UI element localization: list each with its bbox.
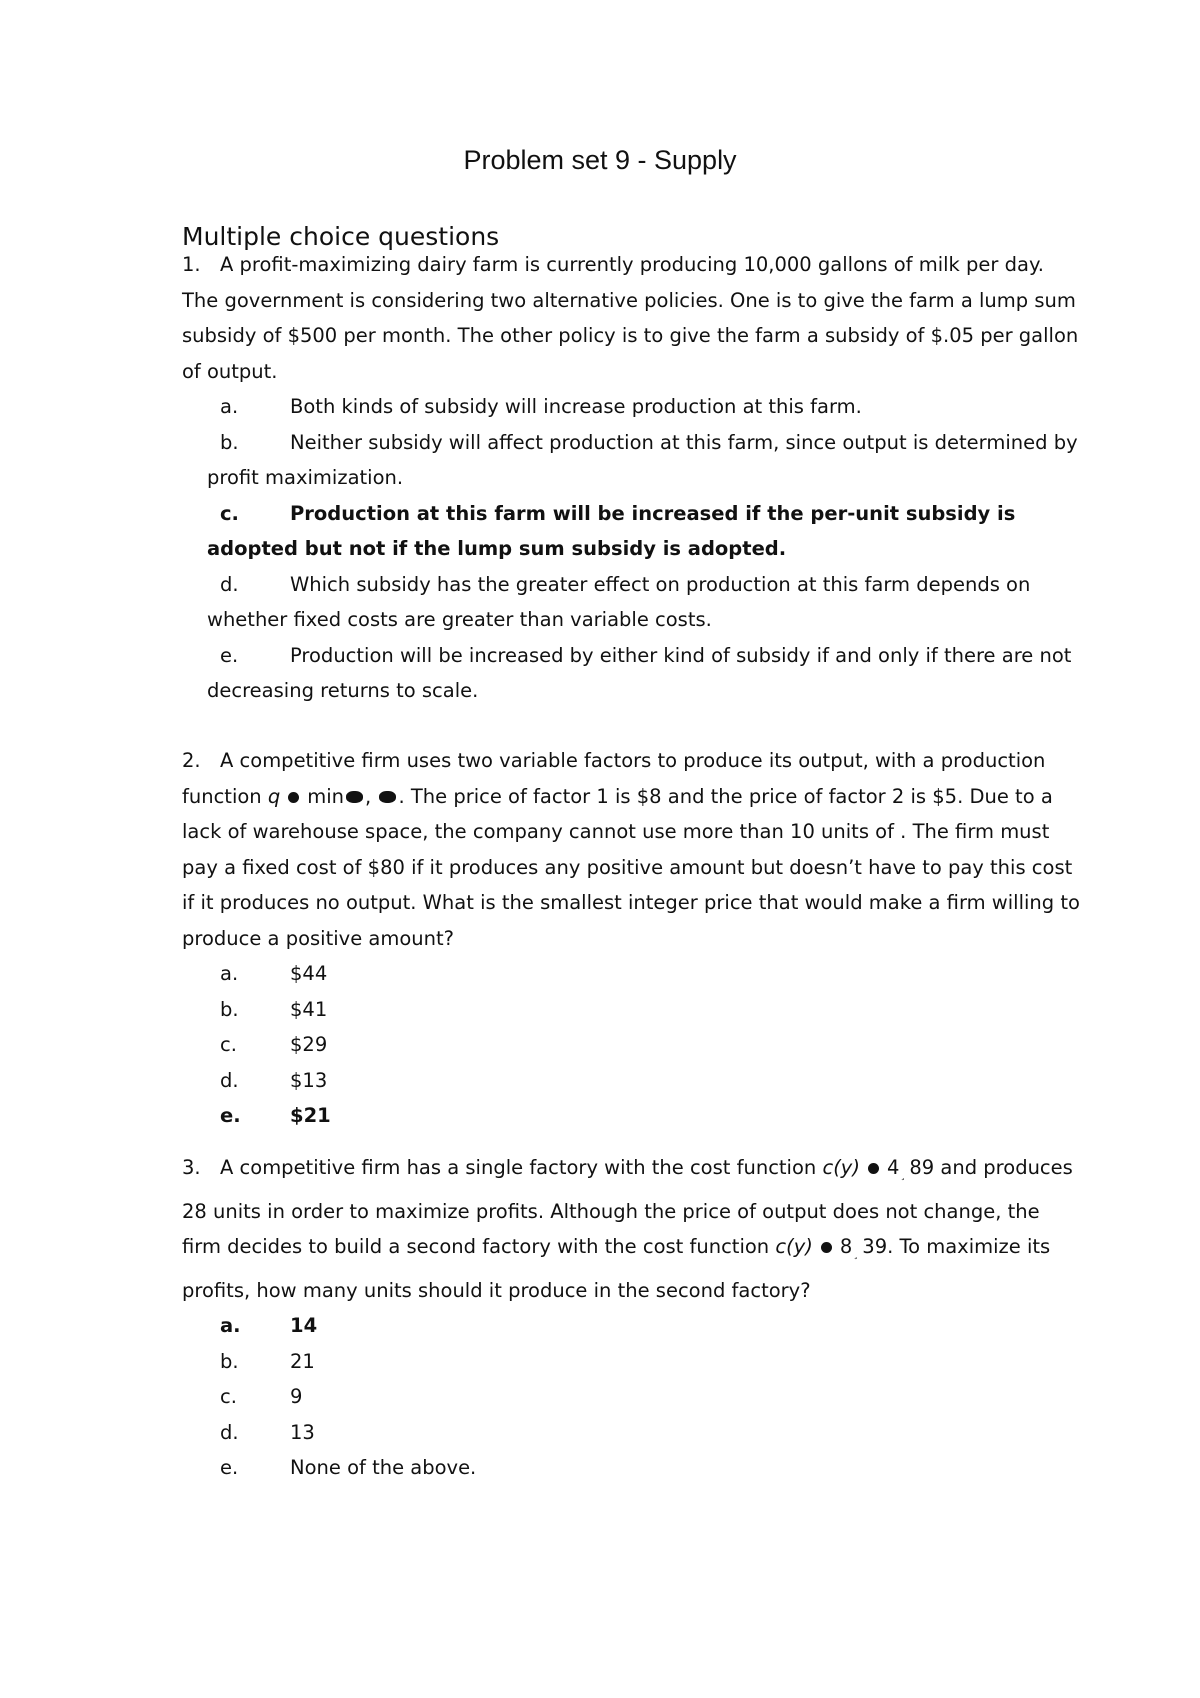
option-letter: d. bbox=[220, 1420, 239, 1444]
option-3e bbox=[182, 1450, 1082, 1486]
option-letter: a. bbox=[220, 395, 239, 418]
question-2 bbox=[182, 743, 1082, 1134]
equals-symbol-icon bbox=[288, 792, 299, 803]
cost-constant: 89 bbox=[909, 1156, 935, 1179]
option-letter: c. bbox=[220, 1385, 237, 1408]
question-3 bbox=[182, 1150, 1082, 1486]
option-letter: e. bbox=[220, 1104, 241, 1127]
option-letter: b. bbox=[220, 1349, 239, 1373]
option-text: Production will be increased by either kind of subsidy if and only if there are not decreasing returns to scale. bbox=[207, 643, 1072, 702]
option-text: $44 bbox=[290, 962, 328, 985]
option-2e-correct bbox=[182, 1098, 1082, 1134]
option-text: Production at this farm will be increased if the per-unit subsidy is adopted but not if the lump sum subsidy is adopted. bbox=[207, 501, 1016, 560]
question-text: A competitive firm has a single factory with the cost function bbox=[220, 1156, 817, 1179]
option-text: $41 bbox=[290, 997, 328, 1021]
question-text: A competitive firm uses two variable factors to produce its output, with a production function bbox=[182, 749, 1046, 808]
option-text: Neither subsidy will affect production at this farm, since output is determined by profit maximization. bbox=[207, 430, 1078, 489]
cost-constant: 39. bbox=[862, 1235, 894, 1258]
question-number: 2. bbox=[182, 749, 201, 772]
option-text: 13 bbox=[290, 1420, 315, 1444]
question-text-continued: and produces 28 units in order to maximize profits. Although the price of output does not change, the firm decides to build a second factory with the cost function bbox=[182, 1156, 1073, 1258]
option-1a bbox=[182, 389, 1082, 425]
question-text: A profit-maximizing dairy farm is currently producing 10,000 gallons of milk per day. The government is considering two alternative policies. One is to give the farm a lump sum subsidy of $500 per month. The other policy is to give the farm a subsidy of $.05 per gallon of output. bbox=[182, 253, 1079, 383]
option-2b bbox=[182, 992, 1082, 1028]
question-1-stem bbox=[182, 247, 1082, 389]
option-letter: b. bbox=[220, 997, 239, 1021]
option-text: $13 bbox=[290, 1068, 328, 1092]
question-2-stem bbox=[182, 743, 1082, 956]
question-number: 3. bbox=[182, 1156, 201, 1179]
option-3a-correct bbox=[182, 1308, 1082, 1344]
option-letter: e. bbox=[220, 1456, 239, 1479]
option-letter: a. bbox=[220, 962, 239, 985]
option-text: Which subsidy has the greater effect on production at this farm depends on whether fixed costs are greater than variable costs. bbox=[207, 572, 1031, 631]
option-2a bbox=[182, 956, 1082, 992]
option-1e bbox=[182, 638, 1082, 709]
option-letter: c. bbox=[220, 1033, 237, 1056]
cost-function-1: c(y) bbox=[822, 1156, 860, 1179]
option-text: 9 bbox=[290, 1385, 303, 1408]
option-letter: d. bbox=[220, 1068, 239, 1092]
equals-symbol-icon bbox=[868, 1163, 879, 1174]
option-text: $29 bbox=[290, 1033, 328, 1056]
option-2d bbox=[182, 1063, 1082, 1099]
section-heading: Multiple choice questions bbox=[182, 222, 500, 251]
min-function: min bbox=[307, 784, 345, 808]
cost-coefficient: 8 bbox=[839, 1235, 853, 1258]
question-number: 1. bbox=[182, 253, 201, 276]
option-1d bbox=[182, 567, 1082, 638]
cost-function-2: c(y) bbox=[775, 1235, 813, 1258]
option-text: $21 bbox=[290, 1104, 331, 1127]
question-1 bbox=[182, 247, 1082, 709]
variable-q: q bbox=[267, 784, 281, 808]
equals-symbol-icon bbox=[821, 1242, 832, 1253]
option-text: None of the above. bbox=[290, 1456, 477, 1479]
option-text: Both kinds of subsidy will increase production at this farm. bbox=[290, 395, 862, 418]
question-text-continued: . The price of factor 1 is $8 and the price of factor 2 is $5. Due to a lack of warehouse space, the company cannot use more than 10 units of . The firm must pay a fixed cost of $80 if it produces any positive amount but doesn’t have to pay this cost if it produces no output. What is the smallest integer price that would make a firm willing to produce a positive amount? bbox=[182, 784, 1080, 950]
option-1c-correct bbox=[182, 496, 1082, 567]
option-text: 14 bbox=[290, 1314, 318, 1337]
page-title: Problem set 9 - Supply bbox=[463, 145, 737, 175]
option-letter: c. bbox=[220, 501, 239, 525]
option-text: 21 bbox=[290, 1349, 315, 1373]
option-3b bbox=[182, 1344, 1082, 1380]
cost-coefficient: 4 bbox=[886, 1156, 900, 1179]
option-letter: e. bbox=[220, 643, 239, 667]
option-3c bbox=[182, 1379, 1082, 1415]
garbled-symbol-icon bbox=[346, 791, 363, 803]
option-letter: d. bbox=[220, 572, 239, 596]
question-3-stem bbox=[182, 1150, 1082, 1308]
question-text-end: To maximize its profits, how many units should it produce in the second factory? bbox=[182, 1235, 1051, 1302]
option-letter: b. bbox=[220, 430, 239, 454]
superscript-mark-icon: ¸ bbox=[900, 1170, 906, 1181]
option-letter: a. bbox=[220, 1314, 241, 1337]
option-2c bbox=[182, 1027, 1082, 1063]
option-1b bbox=[182, 425, 1082, 496]
option-3d bbox=[182, 1415, 1082, 1451]
comma: , bbox=[365, 784, 372, 808]
superscript-mark-icon: ¸ bbox=[853, 1249, 859, 1260]
garbled-symbol-icon bbox=[379, 791, 396, 803]
